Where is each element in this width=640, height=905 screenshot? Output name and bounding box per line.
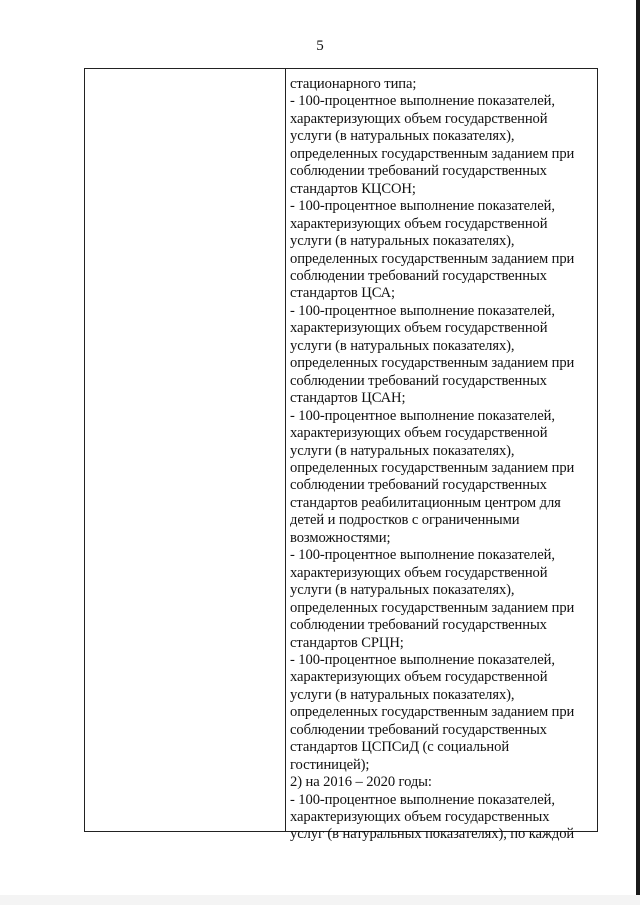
text-line: услуги (в натуральных показателях), [290, 442, 515, 459]
text-line: соблюдении требований государственных [290, 721, 547, 738]
text-line: характеризующих объем государственной [290, 669, 548, 686]
text-line: определенных государственным заданием при [290, 355, 575, 372]
text-line: стандартов ЦСА; [290, 285, 395, 302]
text-line: определенных государственным заданием при [290, 250, 575, 267]
text-line: - 100-процентное выполнение показателей, [290, 407, 555, 424]
text-line: соблюдении требований государственных [290, 163, 547, 180]
text-line: характеризующих объем государственной [290, 215, 548, 232]
text-line: - 100-процентное выполнение показателей, [290, 93, 555, 110]
text-line: стандартов реабилитационным центром для [290, 494, 561, 511]
text-line: определенных государственным заданием при [290, 704, 575, 721]
document-table [84, 68, 598, 843]
text-line: возможностями; [290, 529, 391, 546]
text-line: стандартов ЦСПСиД (с социальной [290, 739, 510, 756]
text-line: детей и подростков с ограниченными [290, 512, 520, 529]
text-line: услуги (в натуральных показателях), [290, 128, 515, 145]
scan-edge-shadow [636, 0, 640, 905]
table-left-column [85, 69, 286, 831]
text-line: - 100-процентное выполнение показателей, [290, 547, 555, 564]
text-line: - 100-процентное выполнение показателей, [290, 791, 555, 808]
text-line: услуги (в натуральных показателях), [290, 582, 515, 599]
text-line: услуги (в натуральных показателях), [290, 337, 515, 354]
text-line: определенных государственным заданием при [290, 145, 575, 162]
text-line: услуги (в натуральных показателях), [290, 686, 515, 703]
page-number: 5 [316, 38, 324, 54]
text-line: характеризующих объем государственной [290, 564, 548, 581]
text-line: - 100-процентное выполнение показателей, [290, 651, 555, 668]
text-line: соблюдении требований государственных [290, 267, 547, 284]
text-line: гостиницей); [290, 756, 370, 773]
text-line: соблюдении требований государственных [290, 372, 547, 389]
text-line: соблюдении требований государственных [290, 477, 547, 494]
text-line: - 100-процентное выполнение показателей, [290, 198, 555, 215]
text-line: определенных государственным заданием при [290, 459, 575, 476]
text-line: услуг (в натуральных показателях), по каждой [290, 826, 575, 843]
text-line: характеризующих объем государственной [290, 320, 548, 337]
text-line: соблюдении требований государственных [290, 617, 547, 634]
text-line: стационарного типа; [290, 76, 417, 92]
text-line: стандартов ЦСАН; [290, 390, 406, 407]
text-line: стандартов СРЦН; [290, 634, 404, 651]
text-line: определенных государственным заданием при [290, 599, 575, 616]
text-line: стандартов КЦСОН; [290, 180, 416, 197]
scan-bottom-margin [0, 895, 640, 905]
text-line: характеризующих объем государственной [290, 110, 548, 127]
text-line: 2) на 2016 – 2020 годы: [290, 774, 432, 791]
text-line: характеризующих объем государственных [290, 809, 550, 826]
table-right-column [286, 69, 597, 843]
text-line: - 100-процентное выполнение показателей, [290, 302, 555, 319]
text-line: услуги (в натуральных показателях), [290, 233, 515, 250]
text-line: характеризующих объем государственной [290, 425, 548, 442]
